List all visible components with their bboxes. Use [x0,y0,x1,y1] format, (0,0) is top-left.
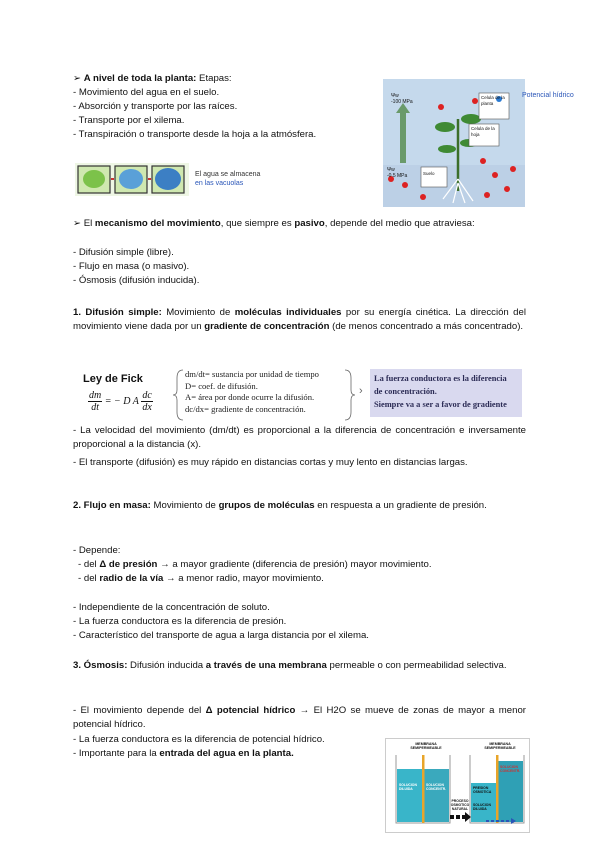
mecanismo-item-flujo: - Flujo en masa (o masivo). [73,261,190,272]
difusion-transporte: - El transporte (difusión) es muy rápido en distancias cortas y muy lento en distancias largas. [73,457,468,468]
osmosis-item-fuerza: - La fuerza conductora es la diferencia de potencial hídrico. [73,734,325,745]
flujo-dep-radio: - del radio de la vía → a menor radio, mayor movimiento. [78,573,324,584]
osmosis-movimiento: - El movimiento depende del Δ potencial hídrico → El H2O se mueve de zonas de mayor a menor potencial hídrico. [73,705,526,731]
plant-box-leaf: Celula de la hoja [471,126,495,137]
osmosis-sol-diluida-2: SOLUCION DILUIDA [473,803,491,811]
mecanismo-item-difusion: - Difusión simple (libre). [73,247,174,258]
mecanismo-paragraph: ➢ El mecanismo del movimiento, que siempre es pasivo, depende del medio que atraviesa: [73,218,475,229]
left-brace-icon [173,368,185,422]
osmosis-sol-concentrada: SOLUCION CONCENTR. [426,783,447,791]
plant-box-soil: Suelo [423,171,435,176]
osmosis-presion: PRESION OSMOTICA [473,786,492,794]
osmosis-paragraph: 3. Ósmosis: Difusión inducida a través de una membrana permeable o con permeabilidad selectiva. [73,660,507,671]
osmosis-membrane-label-1: MEMBRANA SEMIPERMEABLE [410,742,442,751]
plant-bottom-psi: Ψw -0.5 MPa [387,167,408,179]
planta-heading: ➢ A nivel de toda la planta: Etapas: [73,73,232,84]
flujo-item-xilema: - Característico del transporte de agua a larga distancia por el xilema. [73,630,369,641]
planta-item-suelo: - Movimiento del agua en el suelo. [73,87,220,98]
fick-def-a: A= área por donde ocurre la difusión. [185,392,315,403]
flujo-dep-presion: - del Δ de presión → a mayor gradiente (diferencia de presión) mayor movimiento. [78,559,432,570]
fick-law-figure [73,366,528,424]
right-brace-icon [343,368,355,422]
mecanismo-item-osmosis: - Ósmosis (difusión inducida). [73,275,200,286]
flujo-paragraph: 2. Flujo en masa: Movimiento de grupos de moléculas en respuesta a un gradiente de presión. [73,500,487,511]
plant-figure-title: Potencial hídrico [522,92,574,99]
fick-def-dcdx: dc/dx= gradiente de concentración. [185,403,306,414]
cell-caption [195,170,260,188]
fick-def-d: D= coef. de difusión. [185,380,258,391]
fick-equation: $\frac{dm}{dt}$ = − D A $\frac{dc}{dx}$ [89,390,152,413]
osmosis-sol-diluida: SOLUCION DILUIDA [399,783,417,791]
planta-item-transpiracion: - Transpiración o transporte desde la hoja a la atmósfera. [73,129,317,140]
fick-definitions [185,369,319,415]
osmosis-proceso: PROCESO OSMOTICO NATURAL [450,799,470,811]
fick-conclusion-box: La fuerza conductora es la diferencia de concentración. Siempre va a ser a favor de gradiente [370,369,522,417]
fick-def-dmdt: dm/dt= sustancia por unidad de tiempo [185,369,319,379]
plant-top-psi: Ψw -100 MPa [391,93,413,105]
flujo-item-soluto: - Independiente de la concentración de soluto. [73,602,270,613]
difusion-velocidad: - La velocidad del movimiento (dm/dt) es proporcional a la diferencia de concentración e inversamente proporcional a la distancia (x). [73,425,526,451]
osmosis-figure [385,738,530,833]
osmosis-membrane-label-2: MEMBRANA SEMIPERMEABLE [484,742,516,751]
cell-vacuole-figure [75,163,189,196]
arrowhead-bullet-icon: ➢ [73,218,82,229]
fick-title: Ley de Fick [83,373,143,385]
planta-item-raices: - Absorción y transporte por las raíces. [73,101,238,112]
chevron-right-icon: › [359,385,363,397]
cell-caption-line-2: en las vacuolas [195,180,244,187]
cell-caption-line-1: El agua se almacena [195,171,261,178]
arrowhead-bullet-icon: ➢ [73,73,82,84]
plant-box-cell: Celula de la planta [481,95,505,106]
planta-item-xilema: - Transporte por el xilema. [73,115,185,126]
difusion-paragraph: 1. Difusión simple: Movimiento de moléculas individuales por su energía cinética. La dirección del movimiento viene dada por un gradiente de concentración (de menos concentrado a más concentrado). [73,307,526,333]
plant-water-potential-figure [383,79,525,207]
flujo-depende: - Depende: [73,545,121,556]
flujo-item-presion: - La fuerza conductora es la diferencia de presión. [73,616,287,627]
osmosis-item-entrada: - Importante para la entrada del agua en la planta. [73,748,294,759]
osmosis-sol-concentrada-2: SOLUCION CONCENTR. [500,765,521,773]
